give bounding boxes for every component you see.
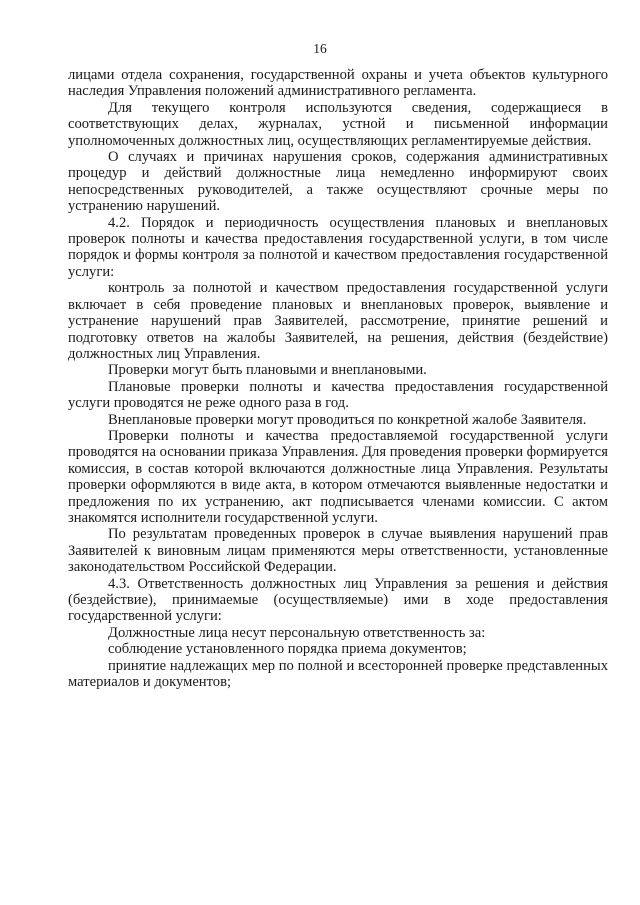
paragraph-check-procedure: Проверки полноты и качества предоставляемой государственной услуги проводятся на основании приказа Управления. Для проведения проверки формируется комиссия, в состав которой включаются должностные лица Управления. Результаты проверки оформляются в виде акта, в котором отмечаются выявленные недостатки и предложения по их устранению, акт подписывается членами комиссии. С актом знакомятся исполнители государственной услуги. (68, 427, 608, 526)
document-body (68, 67, 608, 690)
paragraph-section-4-3: 4.3. Ответственность должностных лиц Управления за решения и действия (бездействие), принимаемые (осуществляемые) ими в ходе предоставления государственной услуги: (68, 575, 608, 625)
paragraph-materials-check: принятие надлежащих мер по полной и всесторонней проверке представленных материалов и документов; (68, 657, 608, 691)
paragraph-section-4-2: 4.2. Порядок и периодичность осуществления плановых и внеплановых проверок полноты и качества предоставления государственной услуги, в том числе порядок и формы контроля за полнотой и качеством предоставления государственной услуги: (68, 214, 608, 280)
paragraph-control-includes: контроль за полнотой и качеством предоставления государственной услуги включает в себя проведение плановых и внеплановых проверок, выявление и устранение нарушений прав Заявителей, рассмотрение, принятие решений и подготовку ответов на жалобы Заявителей, на решения, действия (бездействие) должностных лиц Управления. (68, 280, 608, 362)
paragraph-responsibility: Должностные лица несут персональную ответственность за: (108, 624, 486, 641)
paragraph-planned-checks: Плановые проверки полноты и качества предоставления государственной услуги проводятся не реже одного раза в год. (68, 378, 608, 412)
paragraph-current-control: Для текущего контроля используются сведения, содержащиеся в соответствующих делах, журналах, устной и письменной информации уполномоченных должностных лиц, осуществляющих регламентируемые действия. (68, 99, 608, 149)
paragraph-violations: О случаях и причинах нарушения сроков, содержания административных процедур и действий должностные лица немедленно информируют своих непосредственных руководителей, а также осуществляют срочные меры по устранению нарушений. (68, 149, 608, 215)
paragraph-check-results: По результатам проведенных проверок в случае выявления нарушений прав Заявителей к виновным лицам применяются меры ответственности, установленные законодательством Российской Федерации. (68, 526, 608, 576)
page-number: 16 (313, 41, 327, 56)
paragraph-check-types: Проверки могут быть плановыми и внеплановыми. (108, 362, 427, 379)
paragraph-unplanned-checks: Внеплановые проверки могут проводиться по конкретной жалобе Заявителя. (108, 411, 587, 428)
paragraph-document-intake: соблюдение установленного порядка приема документов; (108, 641, 467, 658)
paragraph-continuation: лицами отдела сохранения, государственной охраны и учета объектов культурного наследия Управления положений административного регламента. (68, 67, 608, 100)
